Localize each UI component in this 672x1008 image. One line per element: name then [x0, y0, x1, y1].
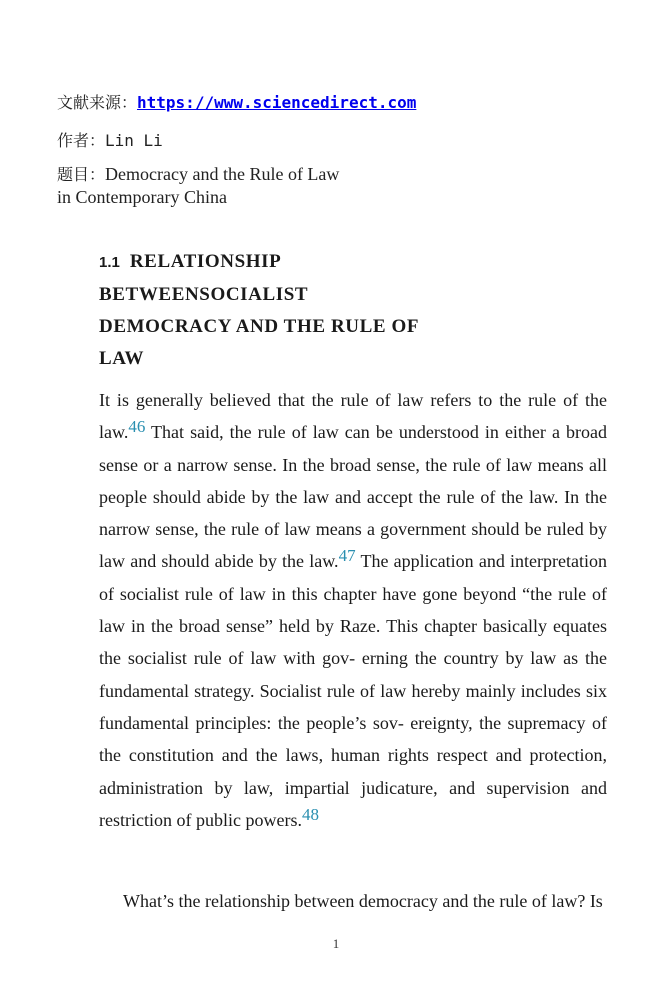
footnote-ref-46[interactable]: 46	[128, 417, 146, 437]
source-line	[57, 90, 416, 113]
author-name: Lin Li	[105, 131, 163, 150]
footnote-ref-48[interactable]: 48	[301, 804, 319, 824]
title-label: 题目：	[57, 165, 106, 184]
footnote-ref-47[interactable]: 47	[338, 546, 356, 566]
title-line-2: in Contemporary China	[57, 187, 227, 207]
paragraph-1-segment-2: That said, the rule of law can be understood in either a broad sense or a narrow sense. In the broad sense, the rule of law means all people should abide by the law and accept the rule of the law. In the narrow sense, the rule of law means a government should be ruled by law and should abide by the law.	[99, 422, 607, 572]
section-heading-line-1: RELATIONSHIP	[129, 251, 282, 272]
section-heading-line-2: BETWEENSOCIALIST	[99, 284, 309, 305]
body-paragraph-2: What’s the relationship between democracy and the rule of law? Is	[123, 891, 603, 911]
body-paragraph-1	[99, 384, 607, 836]
paragraph-1-segment-1: It is generally believed that the rule of law refers to the rule of the law.	[99, 390, 607, 443]
section-heading-line-3: DEMOCRACY AND THE RULE OF	[99, 316, 420, 337]
title-line-1: Democracy and the Rule of Law	[105, 164, 340, 184]
title-block	[57, 163, 339, 209]
source-link[interactable]: https://www.sciencedirect.com	[137, 93, 417, 112]
paragraph-1-segment-3: The application and interpretation of socialist rule of law in this chapter have gone beyond “the rule of law in the broad sense” held by Raze. This chapter basically equates the socialist rule of law with gov- erning the country by law as the fundamental strategy. Socialist rule of law hereby mainly includes six fundamental principles: the people’s sov- ereignty, the supremacy of the constitution and the laws, human rights respect and protection, administration by law, impartial judicature, and supervision and restriction of public powers.	[99, 551, 607, 830]
section-heading	[99, 246, 459, 375]
source-label: 文献来源：	[57, 93, 138, 112]
page-number: 1	[332, 936, 340, 951]
author-label: 作者：	[57, 131, 106, 150]
author-line	[57, 128, 163, 151]
section-number: 1.1	[99, 254, 120, 271]
section-heading-line-4: LAW	[99, 348, 145, 369]
